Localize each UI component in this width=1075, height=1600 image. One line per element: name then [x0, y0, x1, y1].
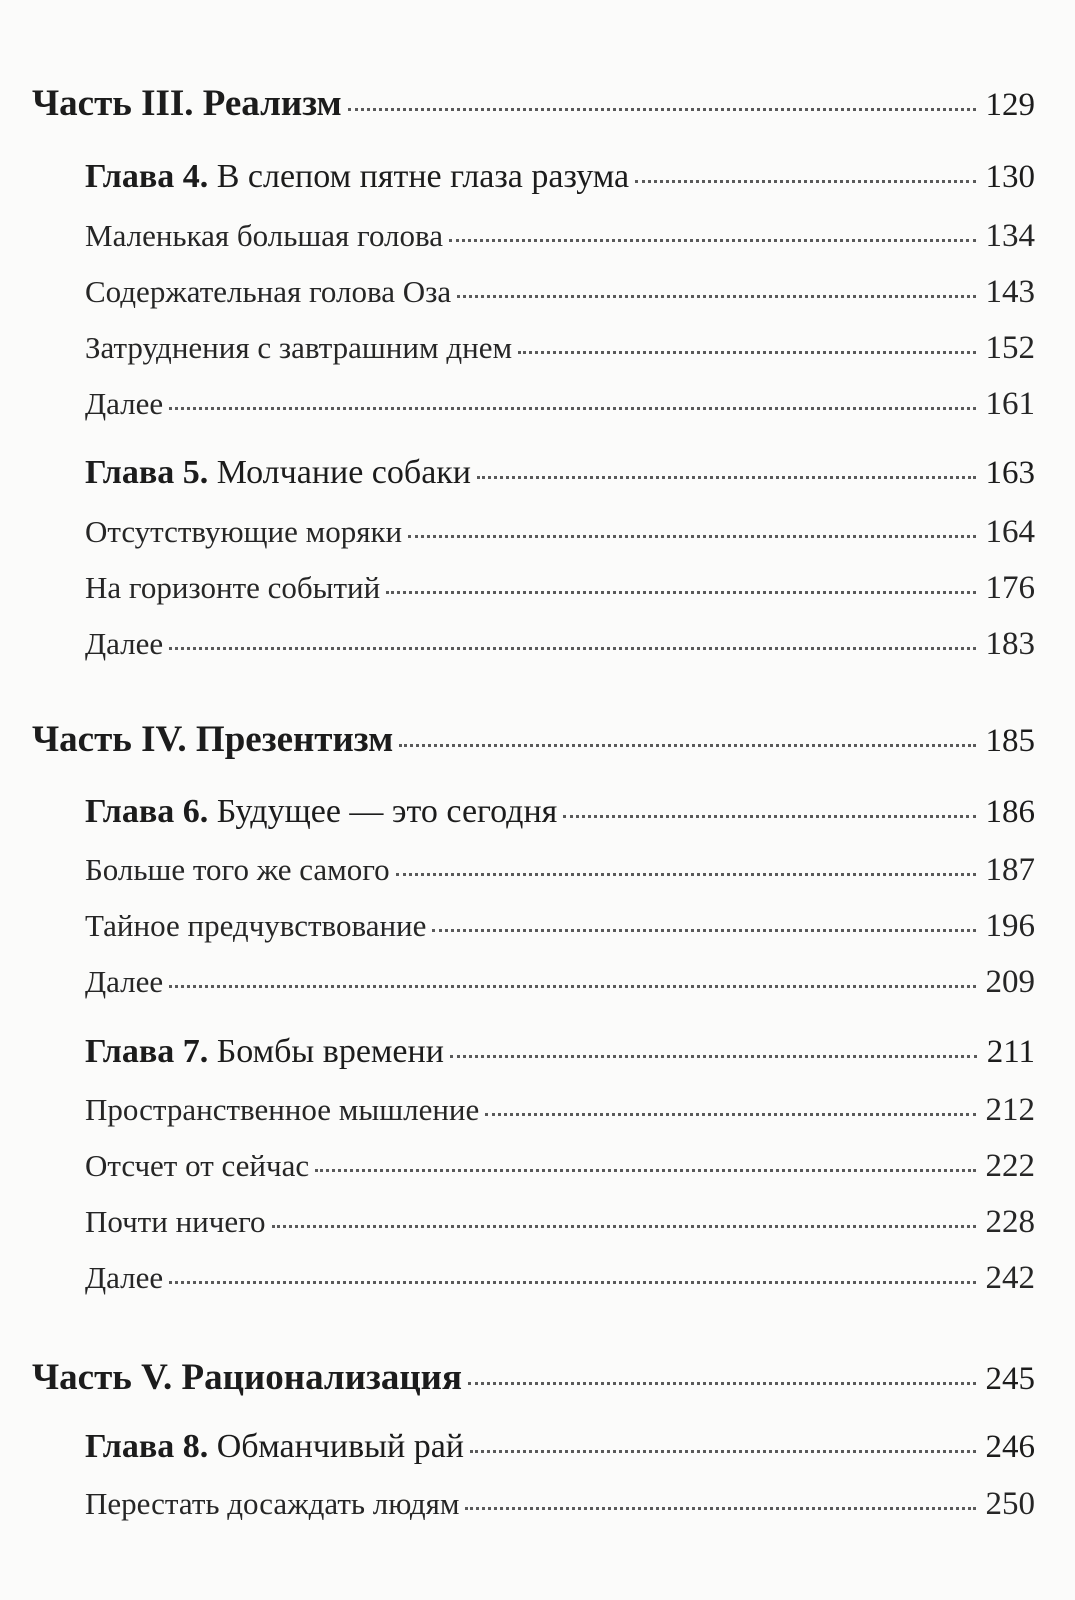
toc-section — [0, 274, 1075, 311]
toc-entry-label: Тайное предчувствование — [85, 908, 427, 943]
dot-leader — [635, 180, 975, 183]
dot-leader — [386, 591, 975, 594]
toc-entry-label: Отсчет от сейчас — [85, 1148, 310, 1183]
chapter-title: Будущее — это сегодня — [216, 793, 558, 830]
toc-page-number: 211 — [986, 1034, 1035, 1070]
toc-entry-label: Далее — [85, 964, 164, 999]
chapter-title: Обманчивый рай — [216, 1428, 464, 1465]
toc-section — [0, 386, 1075, 423]
chapter-number: Глава 7. — [85, 1033, 209, 1070]
toc-page-number: 246 — [985, 1429, 1035, 1465]
dot-leader — [465, 1507, 975, 1510]
toc-page-number: 164 — [985, 514, 1035, 550]
toc-section — [0, 1204, 1075, 1241]
dot-leader — [485, 1113, 975, 1116]
toc-page-number: 130 — [985, 159, 1035, 195]
toc-section — [0, 1092, 1075, 1129]
toc-page-number: 143 — [985, 274, 1035, 310]
toc-entry-label: Часть IV. Презентизм — [32, 719, 394, 760]
dot-leader — [315, 1169, 975, 1172]
dot-leader — [396, 873, 976, 876]
toc-page-number: 183 — [985, 626, 1035, 662]
toc-entry-label: Перестать досаждать людям — [85, 1486, 460, 1521]
toc-section — [0, 964, 1075, 1001]
toc-entry-label: Часть III. Реализм — [32, 83, 342, 124]
toc-chapter-6 — [0, 793, 1075, 831]
toc-page-number: 134 — [985, 218, 1035, 254]
toc-section — [0, 514, 1075, 551]
dot-leader — [272, 1225, 976, 1228]
dot-leader — [399, 744, 975, 747]
toc-page-number: 250 — [985, 1486, 1035, 1522]
toc-chapter-8 — [0, 1428, 1075, 1466]
toc-section — [0, 908, 1075, 945]
dot-leader — [563, 815, 975, 818]
toc-section — [0, 1148, 1075, 1185]
toc-part-5 — [0, 1356, 1075, 1399]
chapter-title: В слепом пятне глаза разума — [216, 158, 630, 195]
toc-page-number: 222 — [985, 1148, 1035, 1184]
toc-entry-label: Маленькая большая голова — [85, 218, 444, 253]
toc-entry-label: Часть V. Рационализация — [32, 1357, 462, 1398]
toc-section — [0, 1260, 1075, 1297]
chapter-title: Бомбы времени — [216, 1033, 444, 1070]
toc-entry-label: Далее — [85, 386, 164, 421]
dot-leader — [348, 108, 976, 111]
dot-leader — [169, 1281, 975, 1284]
toc-section — [0, 218, 1075, 255]
toc-section — [0, 852, 1075, 889]
toc-entry-label: На горизонте событий — [85, 570, 381, 605]
toc-page-number: 242 — [985, 1260, 1035, 1296]
toc-entry-label: Отсутствующие моряки — [85, 514, 403, 549]
dot-leader — [457, 295, 975, 298]
toc-page-number: 187 — [985, 852, 1035, 888]
dot-leader — [169, 407, 975, 410]
dot-leader — [468, 1382, 976, 1385]
toc-page-number: 129 — [985, 87, 1035, 123]
toc-page-number: 196 — [985, 908, 1035, 944]
toc-page-number: 163 — [985, 455, 1035, 491]
toc-section — [0, 1486, 1075, 1523]
dot-leader — [518, 351, 975, 354]
dot-leader — [408, 535, 975, 538]
chapter-number: Глава 4. — [85, 158, 209, 195]
dot-leader — [449, 239, 975, 242]
chapter-title: Молчание собаки — [216, 454, 472, 491]
dot-leader — [169, 647, 975, 650]
toc-page-number: 245 — [985, 1361, 1035, 1397]
chapter-number: Глава 5. — [85, 454, 209, 491]
toc-section — [0, 626, 1075, 663]
toc-entry-label: Далее — [85, 1260, 164, 1295]
toc-chapter-5 — [0, 454, 1075, 492]
dot-leader — [470, 1450, 976, 1453]
toc-page-number: 185 — [985, 723, 1035, 759]
toc-entry-label: Почти ничего — [85, 1204, 266, 1239]
toc-page-number: 212 — [985, 1092, 1035, 1128]
dot-leader — [169, 985, 975, 988]
toc-entry-label: Далее — [85, 626, 164, 661]
dot-leader — [450, 1055, 977, 1058]
chapter-number: Глава 6. — [85, 793, 209, 830]
toc-entry-label: Затруднения с завтрашним днем — [85, 330, 513, 365]
toc-page-number: 186 — [985, 794, 1035, 830]
toc-chapter-7 — [0, 1033, 1075, 1071]
toc-chapter-4 — [0, 158, 1075, 196]
toc-entry-label: Содержательная голова Оза — [85, 274, 452, 309]
toc-page-number: 152 — [985, 330, 1035, 366]
toc-entry-label: Больше того же самого — [85, 852, 390, 887]
toc-part-4 — [0, 718, 1075, 761]
dot-leader — [432, 929, 975, 932]
chapter-number: Глава 8. — [85, 1428, 209, 1465]
toc-page-number: 209 — [985, 964, 1035, 1000]
toc-section — [0, 330, 1075, 367]
toc-page-number: 228 — [985, 1204, 1035, 1240]
toc-entry-label: Пространственное мышление — [85, 1092, 480, 1127]
dot-leader — [477, 476, 975, 479]
toc-section — [0, 570, 1075, 607]
toc-page-number: 161 — [985, 386, 1035, 422]
toc-page-number: 176 — [985, 570, 1035, 606]
toc-part-3 — [0, 82, 1075, 125]
